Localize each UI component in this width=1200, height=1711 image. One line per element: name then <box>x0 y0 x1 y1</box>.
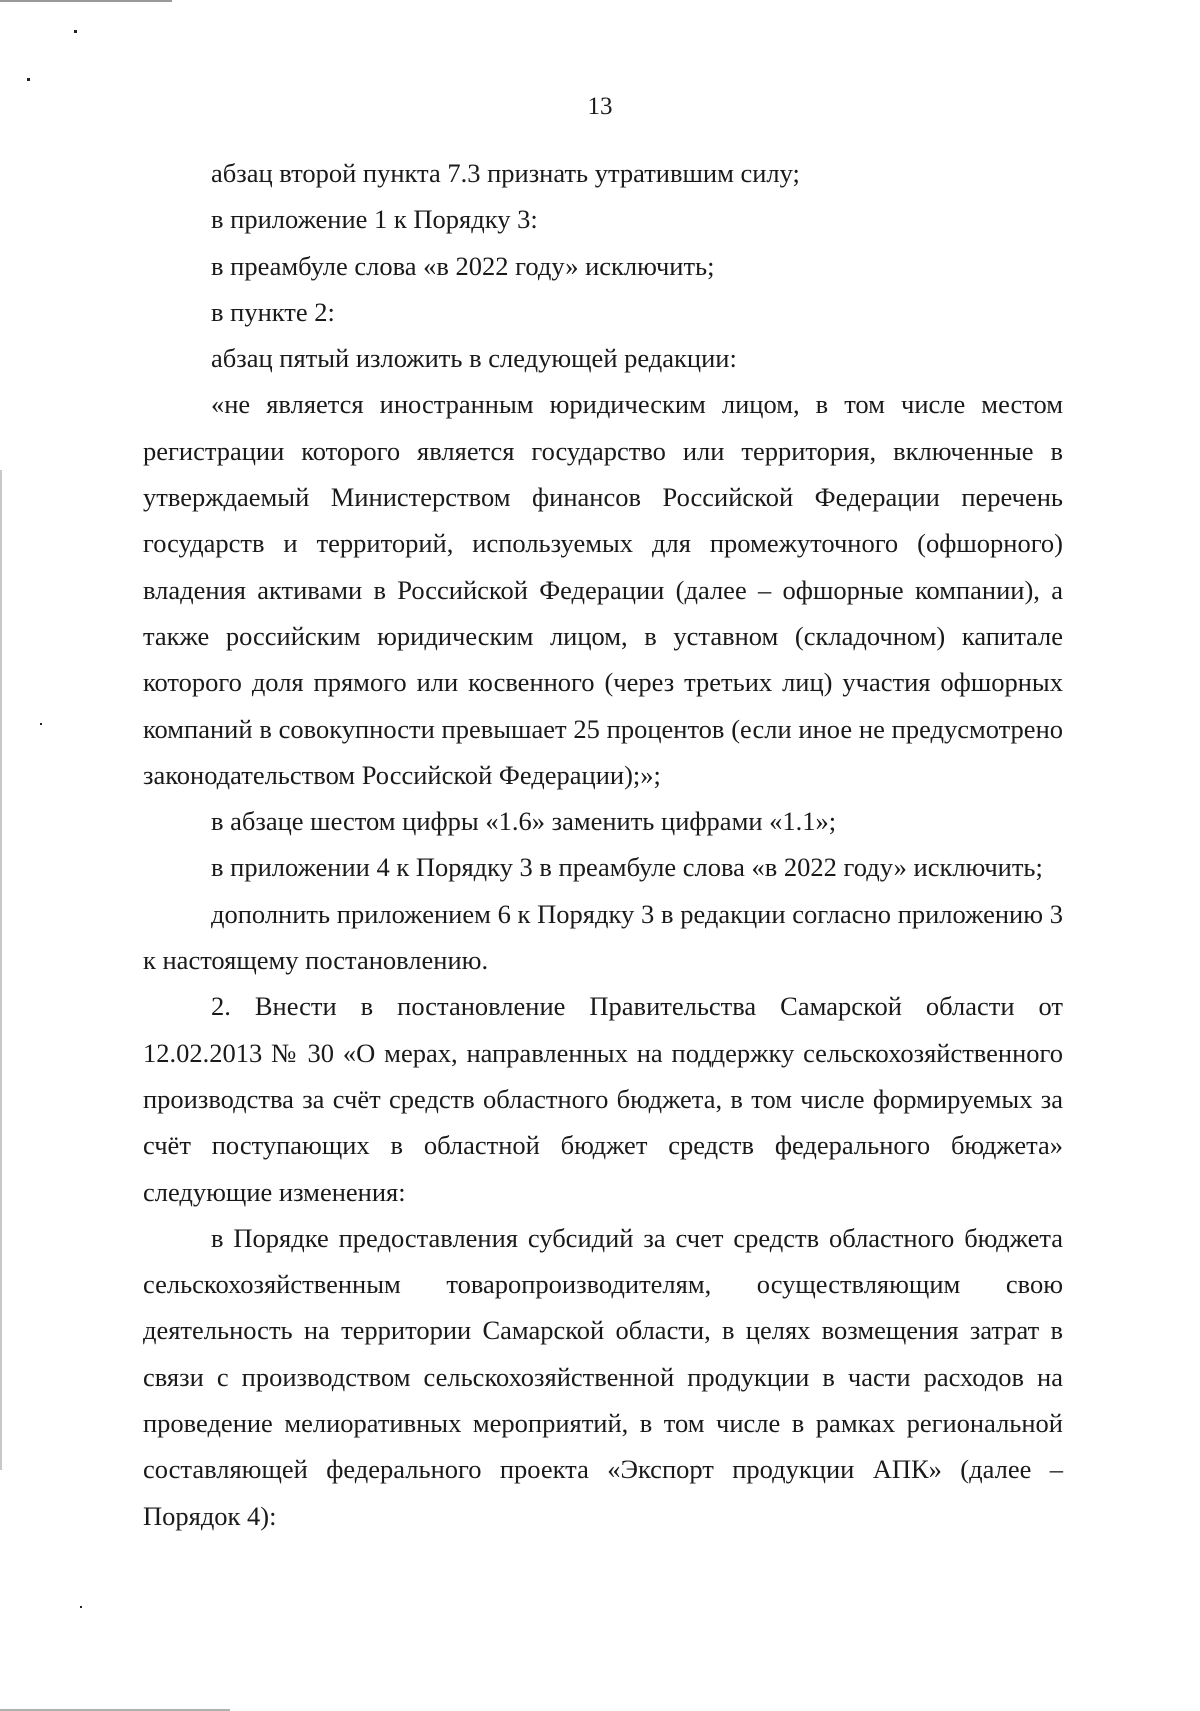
scan-speck <box>80 1606 82 1608</box>
paragraph: абзац второй пункта 7.3 признать утратившим силу; <box>211 158 800 188</box>
paragraph: в абзаце шестом цифры «1.6» заменить цифрами «1.1»; <box>211 806 837 837</box>
scan-edge-left <box>0 470 2 1470</box>
paragraph: в приложение 1 к Порядку 3: <box>211 204 538 235</box>
document-body <box>143 150 1063 1539</box>
scan-speck <box>74 30 77 33</box>
scan-speck <box>40 723 42 725</box>
paragraph: дополнить приложением 6 к Порядку 3 в редакции согласно приложению 3 к настоящему постановлению. <box>143 898 1063 976</box>
scan-speck <box>27 78 30 81</box>
paragraph: в приложении 4 к Порядку 3 в преамбуле слова «в 2022 году» исключить; <box>211 852 1043 883</box>
paragraph: 2. Внести в постановление Правительства Самарской области от 12.02.2013 № 30 «О мерах, направленных на поддержку сельскохозяйственного производства за счёт средств областного бюджета, в том числе формируемых за счёт поступающих в областной бюджет средств федерального бюджета» следующие изменения: <box>143 991 1063 1207</box>
page-number: 13 <box>587 93 613 120</box>
paragraph: абзац пятый изложить в следующей редакции: <box>211 343 737 374</box>
paragraph: «не является иностранным юридическим лицом, в том числе местом регистрации которого является государство или территория, включенные в утверждаемый Министерством финансов Российской Федерации перечень государств и территорий, используемых для промежуточного (офшорного) владения активами в Российской Федерации (далее – офшорные компании), а также российским юридическим лицом, в уставном (складочном) капитале которого доля прямого или косвенного (через третьих лиц) участия офшорных компаний в совокупности превышает 25 процентов (если иное не предусмотрено законодательством Российской Федерации);»; <box>143 389 1063 790</box>
paragraph: в пункте 2: <box>211 296 335 327</box>
scan-edge-top <box>0 0 172 2</box>
paragraph: в преамбуле слова «в 2022 году» исключить; <box>211 250 715 281</box>
paragraph: в Порядке предоставления субсидий за счет средств областного бюджета сельскохозяйственным товаропроизводителям, осуществляющим свою деятельность на территории Самарской области, в целях возмещения затрат в связи с производством сельскохозяйственной продукции в части расходов на проведение мелиоративных мероприятий, в том числе в рамках региональной составляющей федерального проекта «Экспорт продукции АПК» (далее – Порядок 4): <box>143 1222 1063 1531</box>
